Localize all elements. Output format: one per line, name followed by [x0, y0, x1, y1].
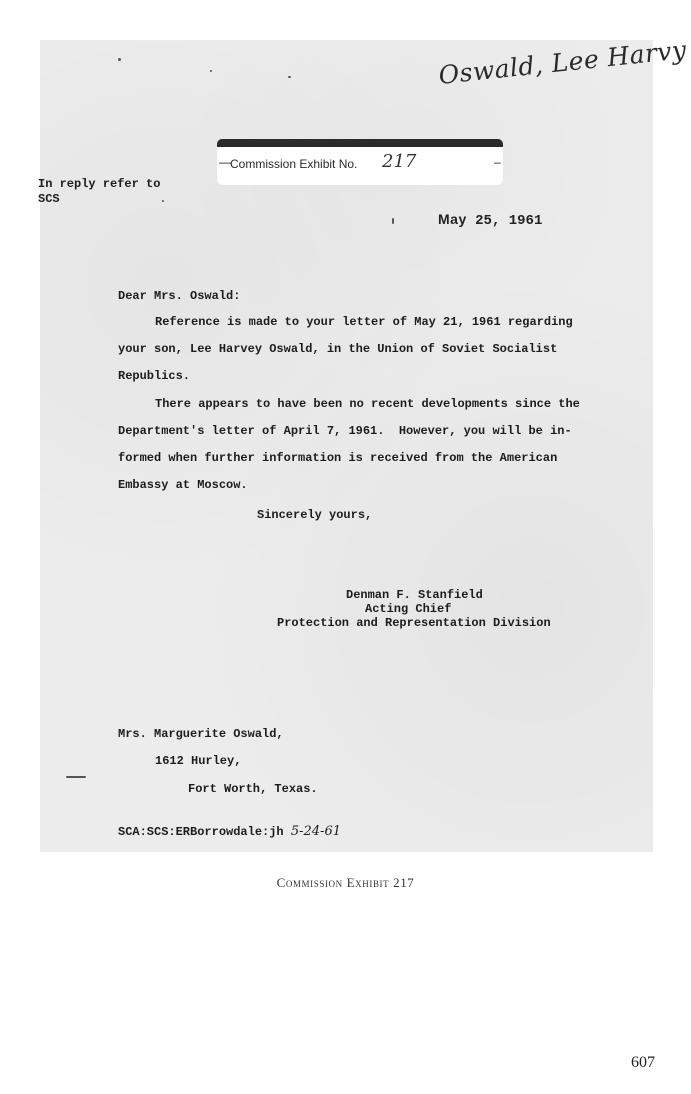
paragraph1-line: Reference is made to your letter of May 21, 1961 regarding: [155, 315, 573, 329]
scan-speck: [162, 200, 164, 202]
exhibit-dash-left: —: [219, 155, 231, 169]
signer-title: Acting Chief: [365, 602, 452, 616]
paragraph2-line: Department's letter of April 7, 1961. However, you will be in-: [118, 424, 572, 438]
reference-code-text: SCA:SCS:ERBorrowdale:jh: [118, 825, 284, 839]
handwritten-name: Oswald, Lee Harvy: [437, 35, 688, 90]
paragraph1-line: your son, Lee Harvey Oswald, in the Union of Soviet Socialist: [118, 342, 558, 356]
signer-division: Protection and Representation Division: [277, 616, 551, 630]
reference-date: 5-24-61: [290, 824, 341, 839]
date-day-year: 25, 1961: [475, 213, 543, 229]
signer-name: Denman F. Stanfield: [346, 588, 483, 602]
scan-speck: [288, 76, 291, 78]
reply-reference-line2: SCS: [38, 192, 60, 206]
exhibit-dash-right: –: [494, 155, 501, 169]
salutation: Dear Mrs. Oswald:: [118, 289, 241, 303]
recipient-street: 1612 Hurley,: [155, 754, 242, 768]
paragraph2-line: Embassy at Moscow.: [118, 478, 248, 492]
scan-speck: [392, 218, 394, 224]
exhibit-caption: Commission Exhibit 217: [276, 875, 415, 890]
letter-date: [438, 211, 542, 229]
scan-speck: [118, 58, 121, 61]
scan-speck: [66, 776, 86, 778]
closing: Sincerely yours,: [257, 508, 373, 522]
paragraph2-line: There appears to have been no recent developments since the: [155, 397, 580, 411]
reply-reference-line1: In reply refer to: [38, 177, 161, 191]
reference-code: [118, 824, 341, 839]
date-month: May: [438, 211, 467, 227]
recipient-city: Fort Worth, Texas.: [188, 782, 318, 796]
paragraph2-line: formed when further information is received from the American: [118, 451, 558, 465]
exhibit-number: 217: [382, 151, 417, 172]
paragraph1-line: Republics.: [118, 369, 191, 383]
recipient-name: Mrs. Marguerite Oswald,: [118, 727, 284, 741]
exhibit-label-text: Commission Exhibit No.: [230, 157, 358, 171]
page-number: 607: [631, 1054, 655, 1071]
scan-speck: [210, 70, 212, 72]
